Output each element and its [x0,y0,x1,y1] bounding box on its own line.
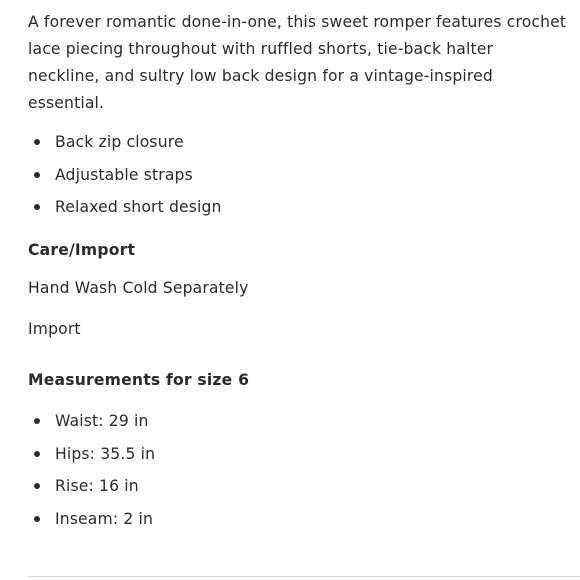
feature-list-item [28,197,568,217]
product-details [28,9,568,541]
product-description: A forever romantic done-in-one, this sweet romper features crochet lace piecing throughout with ruffled shorts, tie-back halter neckline, and sultry low back design for a vintage-inspired essential. [28,13,567,112]
import-note: Import [28,320,81,338]
bullet-icon [34,451,40,457]
bullet-icon [34,139,40,145]
measurement-text: Hips: 35.5 in [55,444,156,463]
bullet-icon [34,483,40,489]
measurement-item [28,411,568,431]
measurements-list [28,411,568,529]
measurements-heading: Measurements for size 6 [28,371,250,389]
bullet-icon [34,204,40,210]
bullet-icon [34,172,40,178]
measurement-text: Rise: 16 in [55,477,139,495]
feature-text: Relaxed short design [55,198,222,216]
feature-text: Adjustable straps [55,165,193,184]
section-divider [28,576,580,577]
feature-list [28,132,568,217]
bullet-icon [34,418,40,424]
measurement-item [28,476,568,496]
measurement-text: Waist: 29 in [55,412,149,430]
feature-list-item [28,165,568,185]
care-import-heading: Care/Import [28,241,136,259]
care-instruction: Hand Wash Cold Separately [28,279,249,297]
measurement-item [28,509,568,529]
measurement-text: Inseam: 2 in [55,509,154,528]
feature-text: Back zip closure [55,133,184,151]
bullet-icon [34,516,40,522]
feature-list-item [28,132,568,152]
measurement-item [28,444,568,464]
